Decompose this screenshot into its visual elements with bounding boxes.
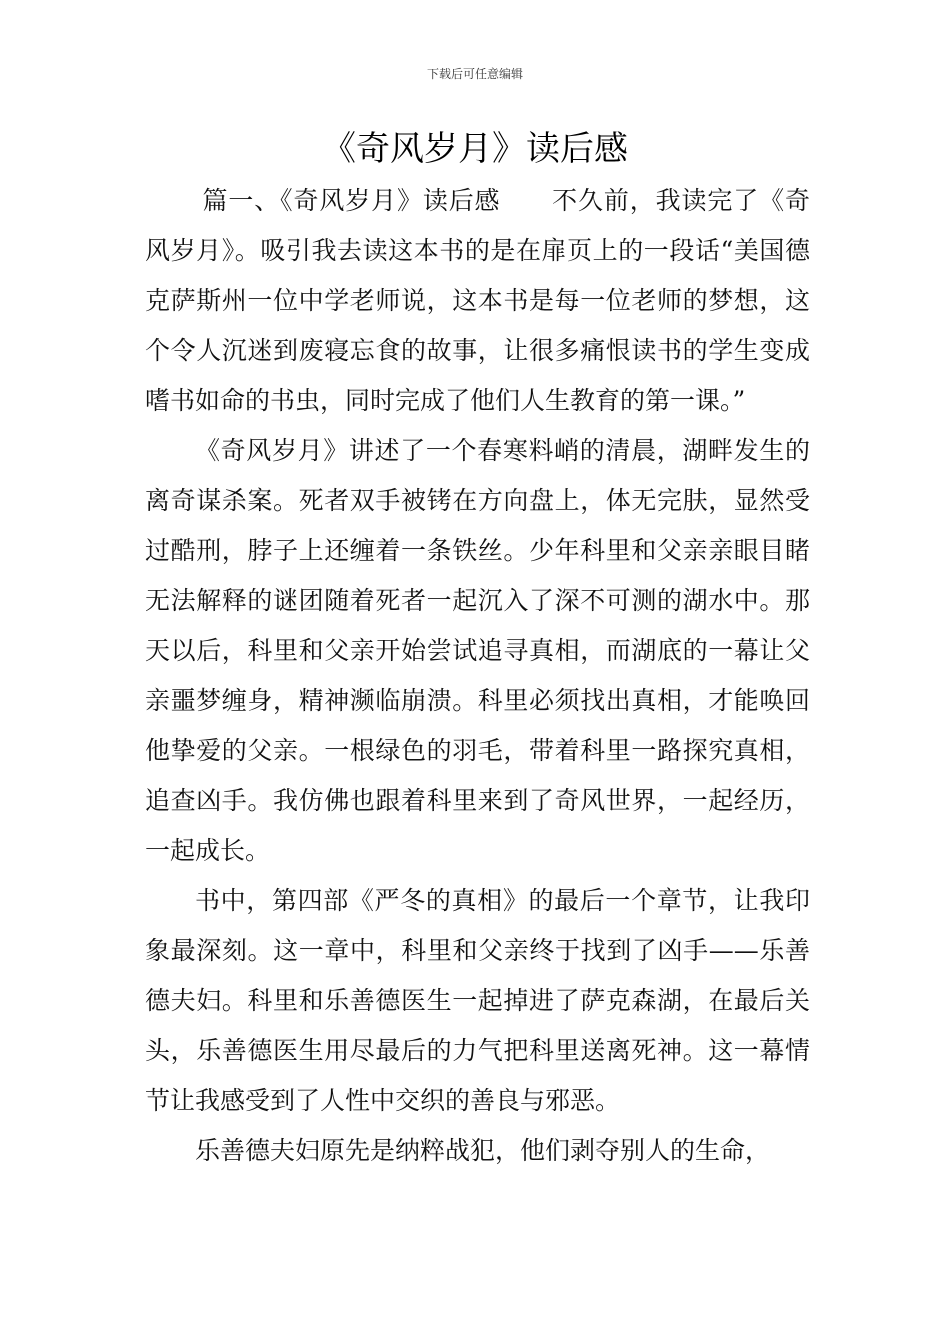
paragraph-4: 乐善德夫妇原先是纳粹战犯，他们剥夺别人的生命， [195,1136,771,1165]
paragraph-2: 《奇风岁月》讲述了一个春寒料峭的清晨，湖畔发生的离奇谋杀案。死者双手被铐在方向盘上，体无完肤，显然受过酷刑，脖子上还缠着一条铁丝。少年科里和父亲亲眼目睹无法解释的谜团随着死者一起沉入了深不可测的湖水中。那天以后，科里和父亲开始尝试追寻真相，而湖底的一幕让父亲噩梦缠身，精神濒临崩溃。科里必须找出真相，才能唤回他挚爱的父亲。一根绿色的羽毛，带着科里一路探究真相，追查凶手。我仿佛也跟着科里来到了奇风世界，一起经历，一起成长。 [145,436,810,865]
header-note: 下载后可任意编辑 [426,67,523,81]
paragraph-1: 篇一、《奇风岁月》读后感 不久前，我读完了《奇风岁月》。吸引我去读这本书的是在扉页上的一段话“美国德克萨斯州一位中学老师说，这本书是每一位老师的梦想，这个令人沉迷到废寝忘食的故事，让很多痛恨读书的学生变成嗜书如命的书虫，同时完成了他们人生教育的第一课。” [145,186,810,415]
document-body [145,176,810,1176]
paragraph-3: 书中，第四部《严冬的真相》的最后一个章节，让我印象最深刻。这一章中，科里和父亲终于找到了凶手——乐善德夫妇。科里和乐善德医生一起掉进了萨克森湖，在最后关头，乐善德医生用尽最后的力气把科里送离死神。这一幕情节让我感受到了人性中交织的善良与邪恶。 [145,886,810,1115]
document-title: 《奇风岁月》读后感 [322,129,628,169]
